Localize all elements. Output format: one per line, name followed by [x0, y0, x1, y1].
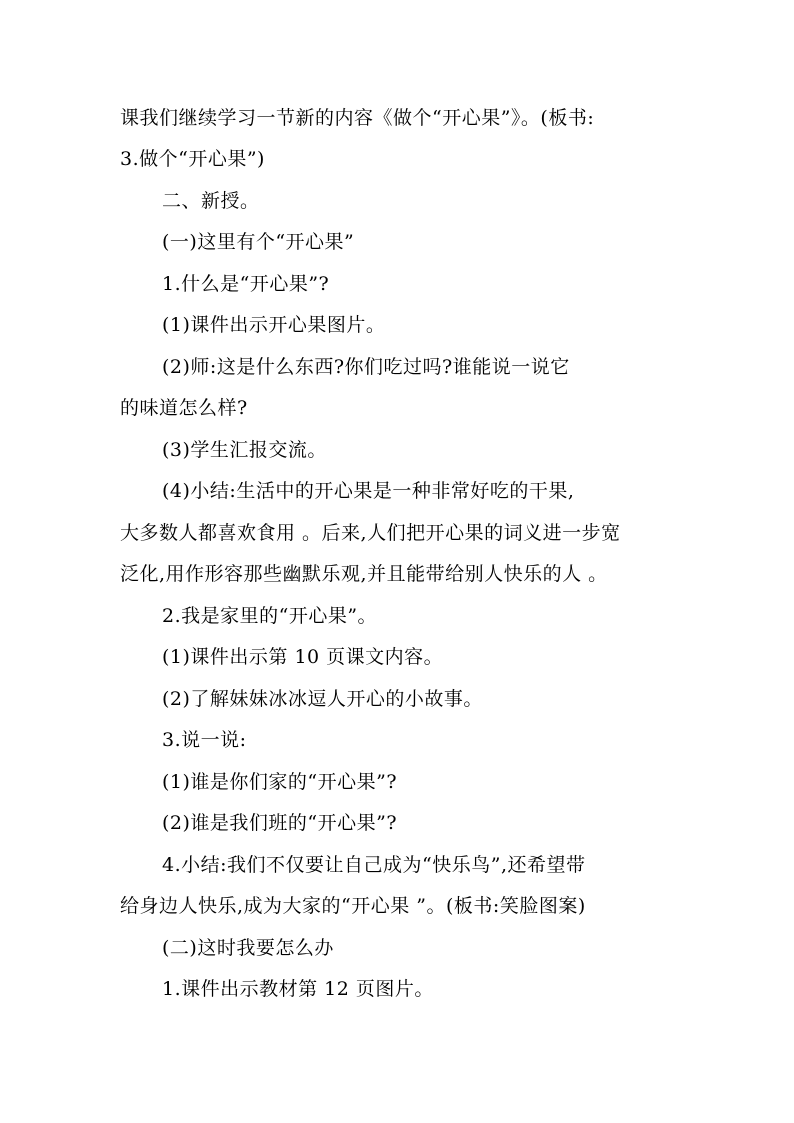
text-line-5: 1.什么是“开心果”? [162, 273, 330, 295]
text-line-10: (4)小结:生活中的开心果是一种非常好吃的干果, [162, 480, 575, 502]
text-line-6: (1)课件出示开心果图片。 [162, 314, 386, 336]
text-line-12: 泛化,用作形容那些幽默乐观,并且能带给别人快乐的人 。 [120, 563, 608, 585]
text-line-16: 3.说一说: [162, 729, 247, 751]
text-line-9: (3)学生汇报交流。 [162, 439, 327, 461]
text-line-22: 1.课件出示教材第 12 页图片。 [162, 978, 434, 1000]
section-heading-new-teaching: 二、新授。 [162, 190, 260, 212]
text-line-2: 3.做个“开心果”) [120, 148, 265, 170]
text-line-18: (2)谁是我们班的“开心果”? [162, 812, 398, 834]
text-line-19: 4.小结:我们不仅要让自己成为“快乐鸟”,还希望带 [162, 854, 586, 876]
text-line-8: 的味道怎么样? [120, 397, 248, 419]
text-line-17: (1)谁是你们家的“开心果”? [162, 771, 398, 793]
text-line-13: 2.我是家里的“开心果”。 [162, 605, 378, 627]
text-line-7: (2)师:这是什么东西?你们吃过吗?谁能说一说它 [162, 356, 570, 378]
text-line-15: (2)了解妹妹冰冰逗人开心的小故事。 [162, 688, 483, 710]
subsection-heading-2: (二)这时我要怎么办 [162, 937, 334, 959]
text-line-1: 课我们继续学习一节新的内容《做个“开心果”》。(板书: [120, 107, 595, 129]
subsection-heading-1: (一)这里有个“开心果” [162, 231, 355, 253]
text-line-20: 给身边人快乐,成为大家的“开心果 ”。(板书:笑脸图案) [120, 895, 586, 917]
text-line-11: 大多数人都喜欢食用 。后来,人们把开心果的词义进一步宽 [120, 522, 621, 544]
text-line-14: (1)课件出示第 10 页课文内容。 [162, 646, 444, 668]
